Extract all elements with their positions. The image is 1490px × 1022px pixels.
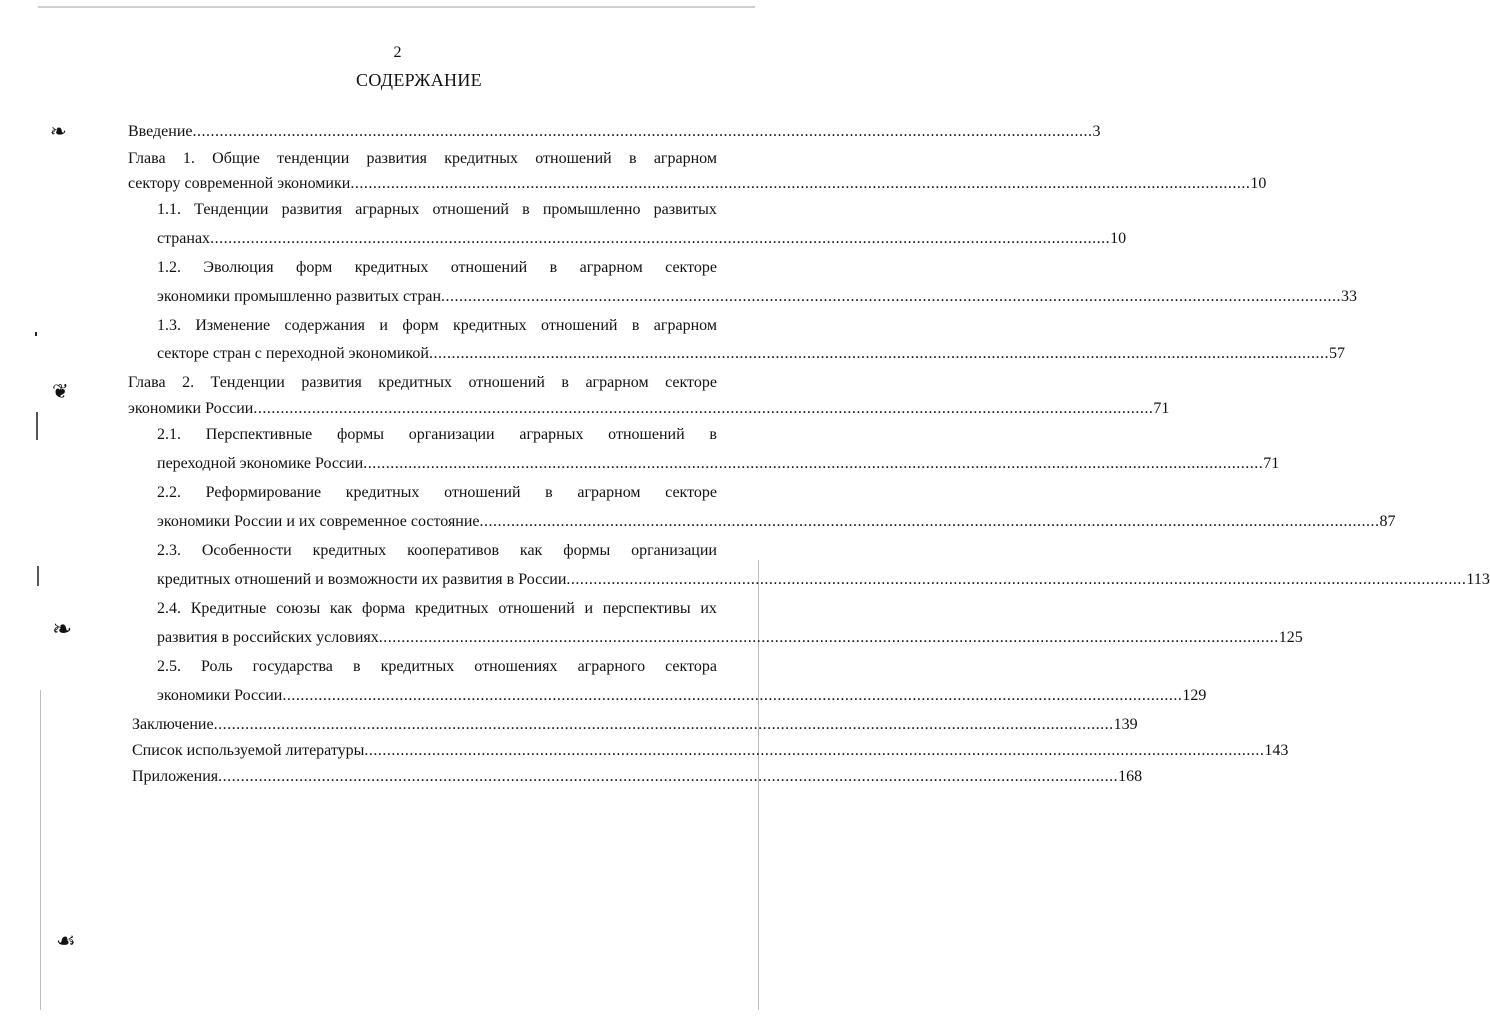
toc-word: сектора (665, 658, 717, 675)
toc-word: перспективы (602, 600, 691, 617)
toc-entry-section-2-3[interactable] (157, 540, 717, 562)
toc-word: кредитных (452, 317, 527, 334)
dot-leader: ........................................................................................................................................................................................................ (364, 742, 1265, 759)
toc-word: Реформирование (205, 484, 322, 501)
toc-word: развития (281, 201, 343, 218)
page-number: 2 (393, 44, 402, 61)
page-ref: 71 (1153, 400, 1170, 417)
toc-word: Кредитные (190, 600, 267, 617)
toc-word: форм (402, 317, 439, 334)
toc-word: 2.2. (157, 484, 181, 501)
dot-leader: ........................................................................................................................................................................................................ (282, 687, 1183, 704)
dot-leader: ........................................................................................................................................................................................................ (363, 455, 1264, 472)
toc-word: союзы (276, 600, 321, 617)
toc-entry-section-1-2-cont[interactable]: экономики промышленно развитых стран ........................................................................................................................................................................................................ 33 (157, 286, 717, 308)
page-ref: 10 (1250, 175, 1267, 192)
toc-word: государства (252, 658, 333, 675)
toc-word: Изменение (195, 317, 271, 334)
scan-mark: ☙ (56, 928, 76, 953)
dot-leader: ........................................................................................................................................................................................................ (253, 400, 1154, 417)
toc-word: 1.3. (157, 317, 181, 334)
toc-word: 2.5. (157, 658, 181, 675)
toc-word: отношений (608, 426, 685, 443)
toc-word: отношениях (474, 658, 558, 675)
page-title: СОДЕРЖАНИЕ (356, 70, 482, 90)
toc-entry-section-1-3-cont[interactable]: секторе стран с переходной экономикой ........................................................................................................................................................................................................ 57 (157, 343, 717, 365)
toc-entry-chapter-2[interactable] (128, 372, 717, 394)
toc-entry-section-1-1[interactable] (157, 199, 717, 221)
toc-word: в (628, 150, 637, 167)
toc-word: отношений (498, 600, 575, 617)
toc-entry-section-2-5[interactable] (157, 656, 717, 678)
toc-word: промышленно (542, 201, 641, 218)
page-ref: 125 (1278, 629, 1303, 646)
toc-word: аграрных (355, 201, 420, 218)
scan-edge-top (38, 6, 755, 8)
toc-entry-section-1-1-cont[interactable]: странах ........................................................................................................................................................................................................ 10 (157, 228, 717, 250)
toc-entry-section-2-1-cont[interactable]: переходной экономике России ........................................................................................................................................................................................................ 71 (157, 453, 717, 475)
toc-word: Особенности (201, 542, 292, 559)
toc-entry-section-1-2[interactable] (157, 257, 717, 279)
scan-mark: ❦ (52, 381, 69, 403)
toc-word: аграрном (577, 484, 641, 501)
dot-leader: ........................................................................................................................................................................................................ (428, 345, 1329, 362)
page-ref: 87 (1379, 513, 1396, 530)
toc-word: 2. (182, 374, 195, 391)
dot-leader: ........................................................................................................................................................................................................ (479, 513, 1380, 530)
toc-word: их (700, 600, 717, 617)
toc-word: отношений (535, 150, 612, 167)
scan-edge-line (40, 690, 41, 1010)
dot-leader: ........................................................................................................................................................................................................ (441, 288, 1342, 305)
toc-word: отношений (450, 259, 528, 276)
toc-word: 2.1. (157, 426, 181, 443)
page-ref: 143 (1264, 742, 1289, 759)
page-ref: 139 (1113, 716, 1138, 733)
toc-entry-chapter-1[interactable] (128, 148, 717, 170)
toc-word: Эволюция (203, 259, 274, 276)
toc-word: аграрном (653, 317, 717, 334)
toc-word: отношений (468, 374, 545, 391)
toc-word: 1.2. (157, 259, 181, 276)
toc-word: Перспективные (205, 426, 313, 443)
toc-word: развития (301, 374, 362, 391)
toc-word: аграрном (653, 150, 717, 167)
page-ref: 129 (1182, 687, 1207, 704)
toc-entry-section-2-2[interactable] (157, 482, 717, 504)
toc-word: организации (631, 542, 717, 559)
page-ref: 57 (1328, 345, 1345, 362)
toc-entry-section-2-4-cont[interactable]: развития в российских условиях ........................................................................................................................................................................................................ 125 (157, 627, 717, 649)
toc-word: в (561, 374, 569, 391)
toc-word: развитых (653, 201, 717, 218)
dot-leader: ........................................................................................................................................................................................................ (566, 571, 1467, 588)
page-ref: 71 (1263, 455, 1280, 472)
toc-entry-section-2-1[interactable] (157, 424, 717, 446)
toc-entry-intro[interactable]: Введение ........................................................................................................................................................................................................ 3 (128, 121, 717, 143)
toc-entry-bibliography[interactable]: Список используемой литературы ........................................................................................................................................................................................................ 143 (132, 740, 717, 762)
toc-word: кредитных (312, 542, 387, 559)
toc-word: отношений (541, 317, 618, 334)
page-ref: 113 (1466, 571, 1490, 588)
page-ref: 33 (1341, 288, 1358, 305)
toc-word: форма (362, 600, 406, 617)
toc-word: 1. (182, 150, 195, 167)
toc-entry-section-1-3[interactable] (157, 315, 717, 337)
toc-word: Тенденции (194, 201, 269, 218)
toc-word: 1.1. (157, 201, 181, 218)
toc-word: Общие (212, 150, 260, 167)
toc-word: кредитных (354, 259, 429, 276)
page-ref: 10 (1110, 230, 1127, 247)
dot-leader: ........................................................................................................................................................................................................ (210, 230, 1111, 247)
toc-entry-chapter-1-cont[interactable]: сектору современной экономики ........................................................................................................................................................................................................ 10 (128, 173, 717, 195)
toc-word: 2.4. (157, 600, 181, 617)
toc-word: Тенденции (210, 374, 285, 391)
scan-speck (35, 332, 37, 336)
toc-word: в (352, 658, 361, 675)
toc-word: секторе (665, 374, 717, 391)
toc-word: Глава (128, 374, 166, 391)
dot-leader: ........................................................................................................................................................................................................ (192, 123, 1093, 140)
toc-word: как (519, 542, 543, 559)
toc-word: кредитных (378, 374, 452, 391)
scan-edge-line (36, 412, 38, 440)
toc-word: формы (563, 542, 611, 559)
toc-entry-section-2-4[interactable] (157, 598, 717, 620)
toc-word: кооперативов (407, 542, 500, 559)
toc-word: кредитных (380, 658, 455, 675)
toc-word: в (549, 259, 558, 276)
toc-word: аграрного (577, 658, 646, 675)
toc-entry-appendices[interactable]: Приложения ........................................................................................................................................................................................................ 168 (132, 766, 717, 788)
scan-edge-line (37, 566, 39, 586)
toc-word: организации (408, 426, 495, 443)
toc-entry-conclusion[interactable]: Заключение ........................................................................................................................................................................................................ 139 (132, 714, 717, 736)
dot-leader: ........................................................................................................................................................................................................ (213, 716, 1114, 733)
dot-leader: ........................................................................................................................................................................................................ (218, 768, 1119, 785)
toc-word: и (379, 317, 388, 334)
toc-word: аграрных (519, 426, 584, 443)
toc-word: и (584, 600, 594, 617)
toc-word: Роль (201, 658, 233, 675)
toc-word: отношений (432, 201, 509, 218)
toc-word: секторе (665, 484, 717, 501)
toc-word: кредитных (444, 150, 518, 167)
toc-word: форм (296, 259, 333, 276)
toc-word: как (329, 600, 353, 617)
toc-entry-section-2-3-cont[interactable]: кредитных отношений и возможности их развития в России ........................................................................................................................................................................................................ 113 (157, 569, 717, 591)
toc-word: в (709, 426, 717, 443)
toc-word: 2.3. (157, 542, 181, 559)
toc-word: аграрном (585, 374, 649, 391)
toc-word: отношений (444, 484, 521, 501)
toc-word: кредитных (345, 484, 420, 501)
page-ref: 3 (1092, 123, 1101, 140)
toc-word: кредитных (414, 600, 489, 617)
toc-word: в (545, 484, 553, 501)
toc-word: развития (366, 150, 427, 167)
toc-word: в (631, 317, 640, 334)
scan-mark: ❧ (50, 121, 67, 143)
toc-word: Глава (128, 150, 166, 167)
page-ref: 168 (1118, 768, 1143, 785)
toc-word: секторе (665, 259, 717, 276)
toc-entry-section-2-2-cont[interactable]: экономики России и их современное состояние ........................................................................................................................................................................................................ 87 (157, 511, 717, 533)
toc-word: тенденции (277, 150, 350, 167)
toc-entry-chapter-2-cont[interactable]: экономики России ........................................................................................................................................................................................................ 71 (128, 398, 717, 420)
dot-leader: ........................................................................................................................................................................................................ (378, 629, 1279, 646)
toc-word: аграрном (579, 259, 643, 276)
toc-word: в (522, 201, 530, 218)
toc-word: формы (336, 426, 384, 443)
toc-entry-section-2-5-cont[interactable]: экономики России ........................................................................................................................................................................................................ 129 (157, 685, 717, 707)
scan-mark: ❧ (52, 617, 73, 643)
dot-leader: ........................................................................................................................................................................................................ (350, 175, 1251, 192)
toc-word: содержания (284, 317, 366, 334)
